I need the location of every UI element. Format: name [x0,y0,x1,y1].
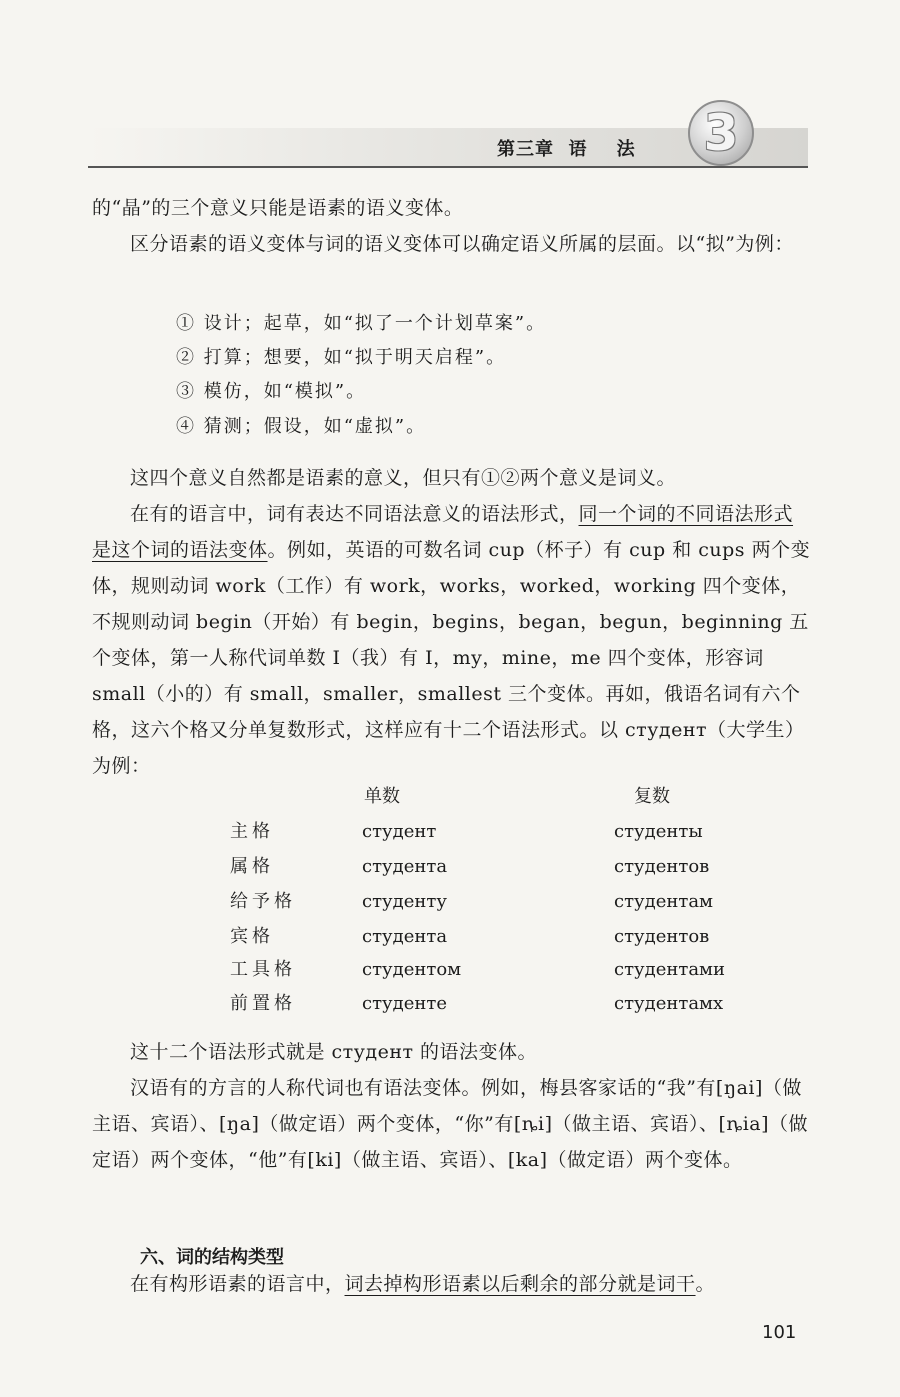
paragraph-7-end: 。 [695,1273,716,1295]
paragraph-5: 这十二个语法形式就是 студент 的语法变体。 [130,1041,538,1063]
stem-definition-underlined: 词去掉构形语素以后剩余的部分就是词干 [344,1273,696,1295]
sense-item-4: ④ 猜测；假设，如“虚拟”。 [176,416,427,437]
case-label: 给予格 [230,891,296,912]
paragraph-6: 汉语有的方言的人称代词也有语法变体。例如，梅县客家话的“我”有[ŋai]（做主语、宾语）、[ŋa]（做定语）两个变体，“你”有[ȵi]（做主语、宾语）、[ȵia]（做定语）两个变体，“他”有[ki]（做主语、宾语）、[ka]（做定语）两个变体。 [92,1077,809,1171]
case-label: 属格 [230,856,274,877]
paragraph-4-rest: 。例如，英语的可数名词 cup（杯子）有 cup 和 cups 两个变体，规则动词 work（工作）有 work，works，worked，working 四个变体，不规则动词 begin（开始）有 begin，begins，began，begun，beginning 五个变体，第一人称代词单数 I（我）有 I，my，mine，me 四个变体，形容词 small（小的）有 small，smaller，smallest 三个变体。再如，俄语名词有六个格，这六个格又分单复数形式，这样应有十二个语法形式。以 студент（大学生）为例： [92,539,811,777]
plural-form: студентов [614,926,710,947]
sense-item-3: ③ 模仿，如“模拟”。 [176,381,367,402]
singular-form: студентом [362,959,462,980]
case-label: 主格 [230,821,274,842]
plural-form: студентами [614,959,726,980]
plural-form: студенты [614,821,703,842]
paragraph-4 [92,496,812,784]
definition-underlined: 同一个词的不同语法形式是这个词的语法变体 [92,503,794,561]
paragraph-1: 的“晶”的三个意义只能是语素的语义变体。 [92,197,464,219]
case-label: 宾格 [230,926,274,947]
singular-form: студента [362,856,448,877]
singular-form: студента [362,926,448,947]
case-label: 前置格 [230,993,296,1014]
case-label: 工具格 [230,959,296,980]
sense-item-2: ② 打算；想要，如“拟于明天启程”。 [176,347,507,368]
chapter-number: 3 [703,104,739,162]
singular-form: студент [362,821,437,842]
plural-form: студентамх [614,993,724,1014]
plural-form: студентов [614,856,710,877]
singular-form: студенте [362,993,447,1014]
paragraph-3: 这四个意义自然都是语素的意义，但只有①②两个意义是词义。 [130,467,677,489]
sense-item-1: ① 设计；起草，如“拟了一个计划草案”。 [176,313,547,334]
chapter-title: 第三章 语 法 [497,139,636,160]
table-header-plural: 复数 [634,786,670,807]
chapter-number-badge [688,100,754,166]
singular-form: студенту [362,891,447,912]
page-number: 101 [762,1322,797,1343]
header-rule [88,166,808,168]
section-heading: 六、词的结构类型 [140,1247,284,1268]
paragraph-7-start: 在有构形语素的语言中， [130,1273,345,1295]
plural-form: студентам [614,891,714,912]
table-header-singular: 单数 [364,786,400,807]
paragraph-7 [92,1266,812,1302]
paragraph-4-start: 在有的语言中，词有表达不同语法意义的语法形式， [130,503,579,525]
paragraph-2: 区分语素的语义变体与词的语义变体可以确定语义所属的层面。以“拟”为例： [130,233,794,255]
